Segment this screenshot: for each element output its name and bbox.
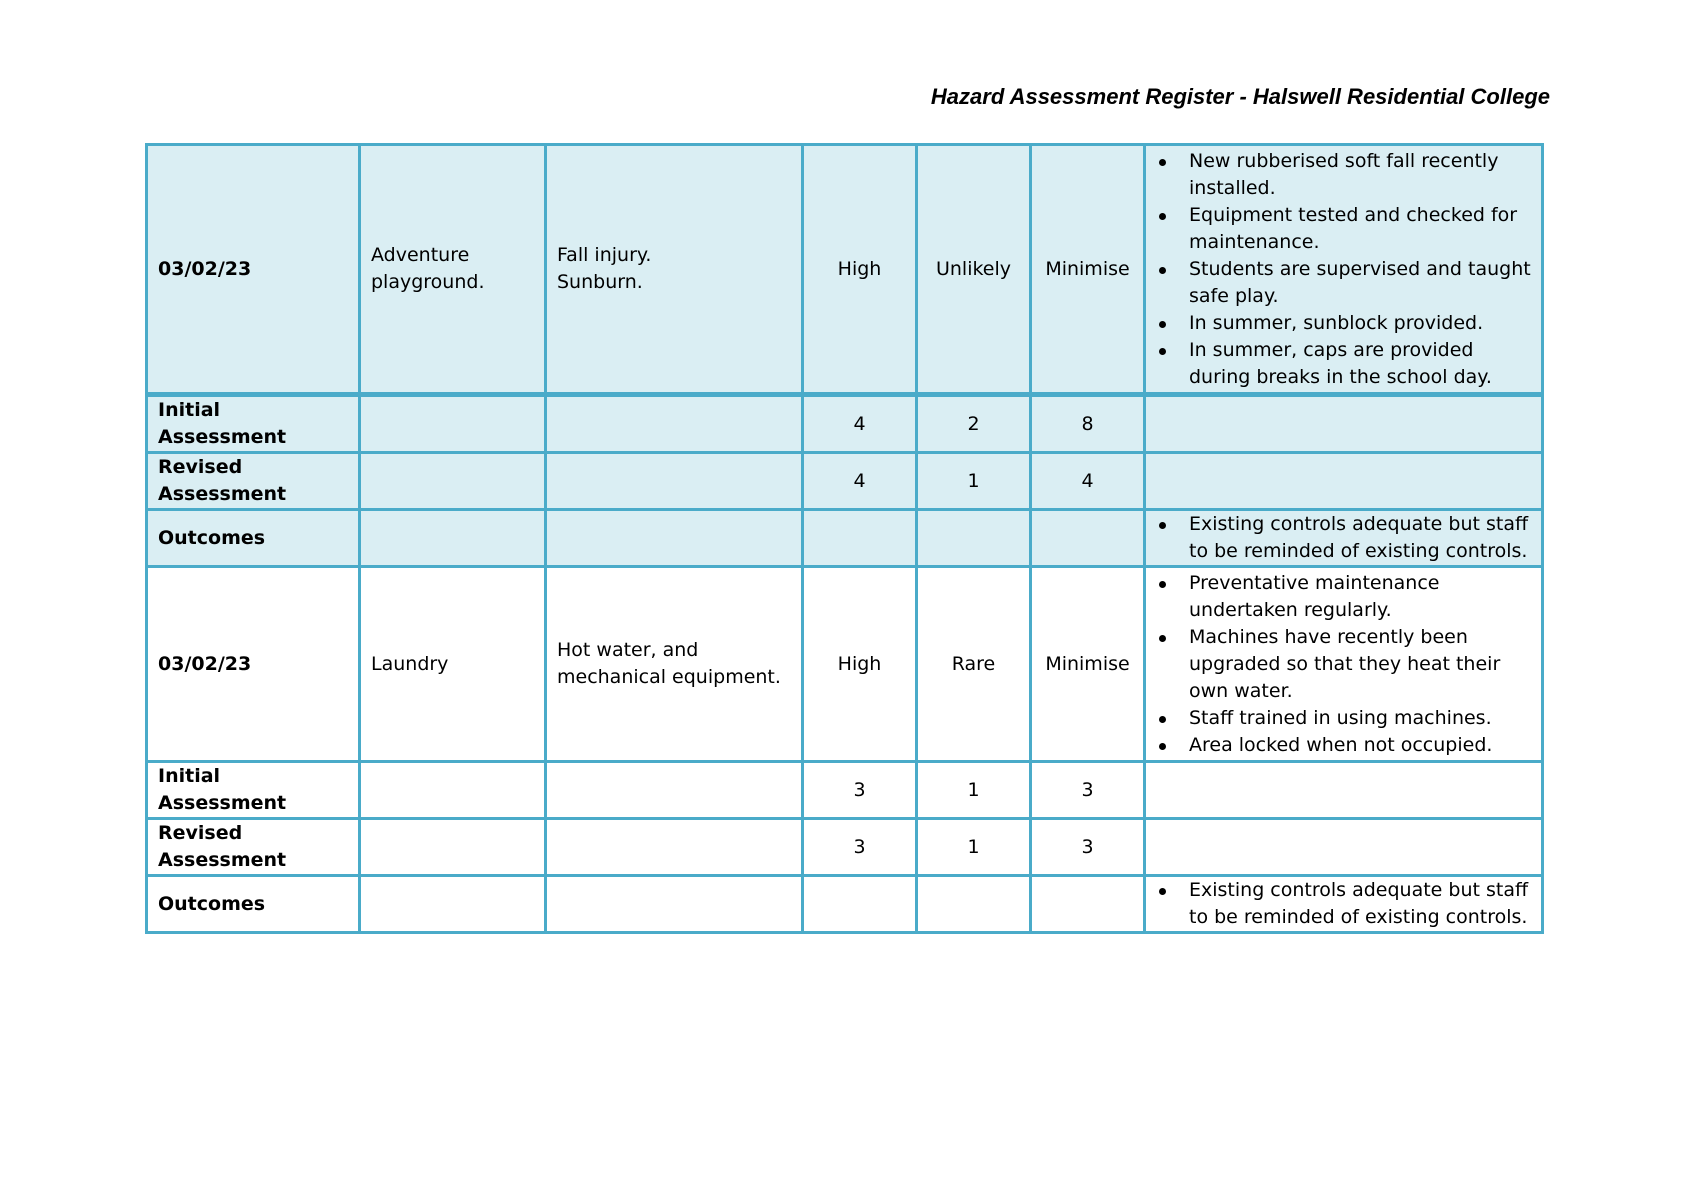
empty-cell — [917, 876, 1031, 933]
control-item: Area locked when not occupied. — [1156, 732, 1531, 759]
empty-cell — [546, 453, 803, 510]
control-item: Preventative maintenance undertaken regularly. — [1156, 570, 1531, 624]
empty-cell — [360, 453, 546, 510]
area-cell: Laundry — [360, 567, 546, 762]
document-title: Hazard Assessment Register - Halswell Residential College — [930, 84, 1550, 109]
likelihood-cell: Unlikely — [917, 145, 1031, 395]
outcomes-cell — [1145, 876, 1543, 933]
outcomes-list — [1156, 877, 1531, 931]
control-item: Staff trained in using machines. — [1156, 705, 1531, 732]
controls-cell — [1145, 145, 1543, 395]
likelihood-cell: Rare — [917, 567, 1031, 762]
action-cell: Minimise — [1031, 567, 1145, 762]
severity-cell: High — [803, 145, 917, 395]
revised-assessment-row — [147, 819, 1543, 876]
hazard-text: Hot water, and — [557, 639, 699, 661]
initial-assessment-row — [147, 762, 1543, 819]
risk-score: 4 — [1031, 453, 1145, 510]
empty-cell — [1031, 510, 1145, 567]
severity-score: 4 — [803, 395, 917, 453]
date-cell: 03/02/23 — [147, 567, 360, 762]
control-item: In summer, sunblock provided. — [1156, 310, 1531, 337]
control-item: Equipment tested and checked for maintenance. — [1156, 202, 1531, 256]
empty-cell — [1031, 876, 1145, 933]
severity-cell: High — [803, 567, 917, 762]
empty-cell — [1145, 395, 1543, 453]
hazard-cell — [546, 567, 803, 762]
control-item: New rubberised soft fall recently installed. — [1156, 148, 1531, 202]
empty-cell — [546, 510, 803, 567]
row-label: Initial Assessment — [147, 395, 360, 453]
row-label: Revised Assessment — [147, 453, 360, 510]
empty-cell — [360, 395, 546, 453]
controls-cell — [1145, 567, 1543, 762]
hazard-text: Fall injury. — [557, 244, 652, 266]
empty-cell — [803, 876, 917, 933]
control-item: Students are supervised and taught safe play. — [1156, 256, 1531, 310]
severity-score: 4 — [803, 453, 917, 510]
likelihood-score: 1 — [917, 453, 1031, 510]
empty-cell — [546, 762, 803, 819]
outcomes-cell — [1145, 510, 1543, 567]
likelihood-score: 2 — [917, 395, 1031, 453]
row-label: Revised Assessment — [147, 819, 360, 876]
likelihood-score: 1 — [917, 762, 1031, 819]
risk-score: 3 — [1031, 819, 1145, 876]
empty-cell — [360, 510, 546, 567]
action-cell: Minimise — [1031, 145, 1145, 395]
hazard-text: mechanical equipment. — [557, 666, 781, 688]
empty-cell — [1145, 453, 1543, 510]
empty-cell — [546, 876, 803, 933]
hazard-row — [147, 567, 1543, 762]
control-item: In summer, caps are provided during breaks in the school day. — [1156, 337, 1531, 391]
area-cell: Adventure playground. — [360, 145, 546, 395]
revised-assessment-row — [147, 453, 1543, 510]
hazard-row — [147, 145, 1543, 395]
outcomes-list — [1156, 511, 1531, 565]
risk-score: 3 — [1031, 762, 1145, 819]
row-label: Initial Assessment — [147, 762, 360, 819]
hazard-register-table — [145, 143, 1544, 934]
severity-score: 3 — [803, 762, 917, 819]
initial-assessment-row — [147, 395, 1543, 453]
control-item: Machines have recently been upgraded so that they heat their own water. — [1156, 624, 1531, 705]
row-label: Outcomes — [147, 510, 360, 567]
empty-cell — [360, 819, 546, 876]
outcomes-row — [147, 876, 1543, 933]
empty-cell — [917, 510, 1031, 567]
controls-list — [1156, 148, 1531, 391]
risk-score: 8 — [1031, 395, 1145, 453]
empty-cell — [546, 819, 803, 876]
empty-cell — [360, 876, 546, 933]
outcomes-row — [147, 510, 1543, 567]
hazard-cell — [546, 145, 803, 395]
empty-cell — [803, 510, 917, 567]
empty-cell — [1145, 819, 1543, 876]
empty-cell — [360, 762, 546, 819]
severity-score: 3 — [803, 819, 917, 876]
likelihood-score: 1 — [917, 819, 1031, 876]
row-label: Outcomes — [147, 876, 360, 933]
controls-list — [1156, 570, 1531, 759]
empty-cell — [546, 395, 803, 453]
outcome-item: Existing controls adequate but staff to be reminded of existing controls. — [1156, 511, 1531, 565]
empty-cell — [1145, 762, 1543, 819]
hazard-text: Sunburn. — [557, 271, 643, 293]
date-cell: 03/02/23 — [147, 145, 360, 395]
outcome-item: Existing controls adequate but staff to be reminded of existing controls. — [1156, 877, 1531, 931]
